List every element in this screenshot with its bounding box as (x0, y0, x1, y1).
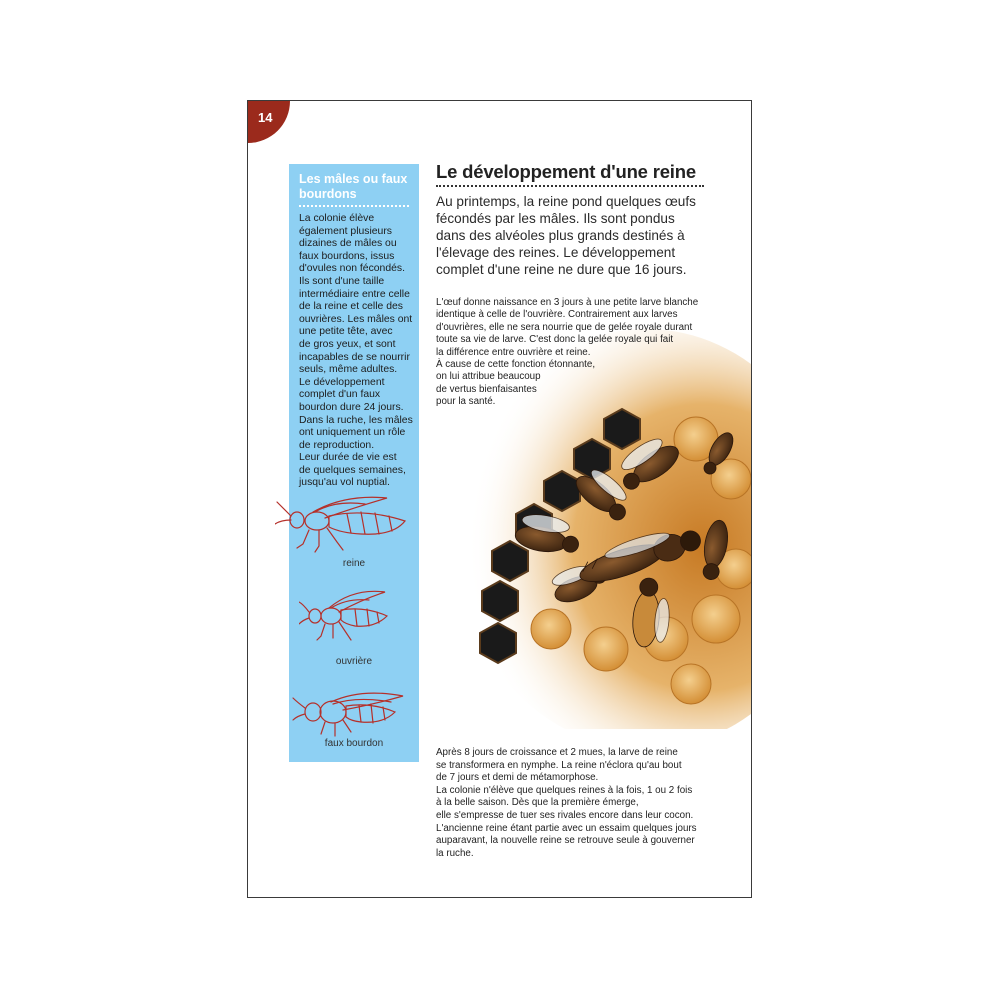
worker-caption: ouvrière (335, 656, 373, 667)
paragraph-line: L'œuf donne naissance en 3 jours à une petite larve blanche (436, 297, 699, 308)
sidebar-text-line: de gros yeux, et sont (299, 338, 396, 350)
sidebar-text-line: également plusieurs (299, 225, 392, 237)
sidebar-text-line: seuls, même adultes. (299, 364, 398, 376)
sidebar-text-line: ouvrières. Les mâles ont (299, 313, 413, 325)
paragraph-line: d'ouvrières, elle ne sera nourrie que de gelée royale durant (436, 321, 693, 333)
sidebar-text-line: de la reine et celle des (299, 301, 403, 313)
sidebar-title: Les mâles ou faux bourdons (299, 172, 408, 201)
sidebar-title-rule (299, 205, 409, 207)
paragraph-line: de vertus bienfaisantes (436, 383, 537, 395)
sidebar-text-line: d'ovules non fécondés. (299, 263, 405, 275)
page-number: 14 (258, 110, 273, 125)
title-rule (436, 185, 704, 187)
sidebar-text-line: Le développement (299, 376, 385, 388)
book-page (247, 100, 752, 898)
paragraph-line: la ruche. (436, 847, 474, 859)
paragraph-line: toute sa vie de larve. C'est donc la gelée royale qui fait (436, 334, 674, 346)
paragraph-nymph (436, 747, 736, 860)
sidebar-text-line: une petite tête, avec (299, 326, 393, 338)
paragraph-line: À cause de cette fonction étonnante, (436, 359, 596, 371)
drone-caption: faux bourdon (324, 738, 384, 749)
queen-caption: reine (342, 558, 366, 569)
paragraph-line: elle s'empresse de tuer ses rivales encore dans leur cocon. (436, 809, 694, 821)
paragraph-line: de 7 jours et demi de métamorphose. (436, 772, 599, 784)
sidebar-text-line: jusqu'au vol nuptial. (299, 477, 390, 489)
sidebar-text-line: de quelques semaines, (299, 464, 406, 476)
paragraph-larva (436, 297, 721, 409)
sidebar-text-line: dizaines de mâles ou (299, 238, 397, 250)
paragraph-line: auparavant, la nouvelle reine se retrouve seule à gouverner (436, 835, 695, 847)
paragraph-line: on lui attribue beaucoup (436, 371, 541, 383)
paragraph-line: la différence entre ouvrière et reine. (436, 346, 591, 358)
page-title: Le développement d'une reine (436, 161, 696, 182)
sidebar-text-line: de reproduction. (299, 439, 375, 451)
paragraph-line: se transformera en nymphe. La reine n'éclora qu'au bout (436, 759, 682, 771)
sidebar-text-line: complet d'un faux (299, 389, 381, 401)
paragraph-line: Après 8 jours de croissance et 2 mues, la larve de reine (436, 747, 678, 758)
intro-paragraph: Au printemps, la reine pond quelques œufs fécondés par les mâles. Ils sont pondus dans des alvéoles plus grands destinés à l'élevage des reines. Le développement complet d'une reine ne dure que 16 jours. (436, 194, 696, 277)
drone-sketch-icon (291, 682, 409, 742)
paragraph-line: pour la santé. (436, 396, 496, 408)
sidebar-text-line: intermédiaire entre celle (299, 288, 410, 300)
paragraph-line: à la belle saison. Dès que la première émerge, (436, 797, 639, 809)
sidebar-text-line: Dans la ruche, les mâles (299, 414, 413, 426)
page-number-tab (248, 101, 290, 143)
sidebar-text-line: bourdon dure 24 jours. (299, 401, 404, 413)
sidebar-box (289, 164, 419, 762)
sidebar-text-line: Leur durée de vie est (299, 452, 397, 464)
worker-sketch-icon (299, 584, 399, 646)
queen-sketch-icon (275, 490, 421, 560)
sidebar-text-line: La colonie élève (299, 213, 375, 224)
sidebar-text (299, 213, 413, 490)
sidebar-text-line: faux bourdons, issus (299, 250, 395, 262)
paragraph-line: La colonie n'élève que quelques reines à la fois, 1 ou 2 fois (436, 784, 693, 796)
paragraph-line: identique à celle de l'ouvrière. Contrairement aux larves (436, 309, 678, 321)
sidebar-text-line: incapables de se nourrir (299, 351, 410, 363)
paragraph-line: L'ancienne reine étant partie avec un essaim quelques jours (436, 822, 697, 834)
sidebar-text-line: Ils sont d'une taille (299, 275, 385, 287)
sidebar-text-line: ont uniquement un rôle (299, 427, 406, 439)
